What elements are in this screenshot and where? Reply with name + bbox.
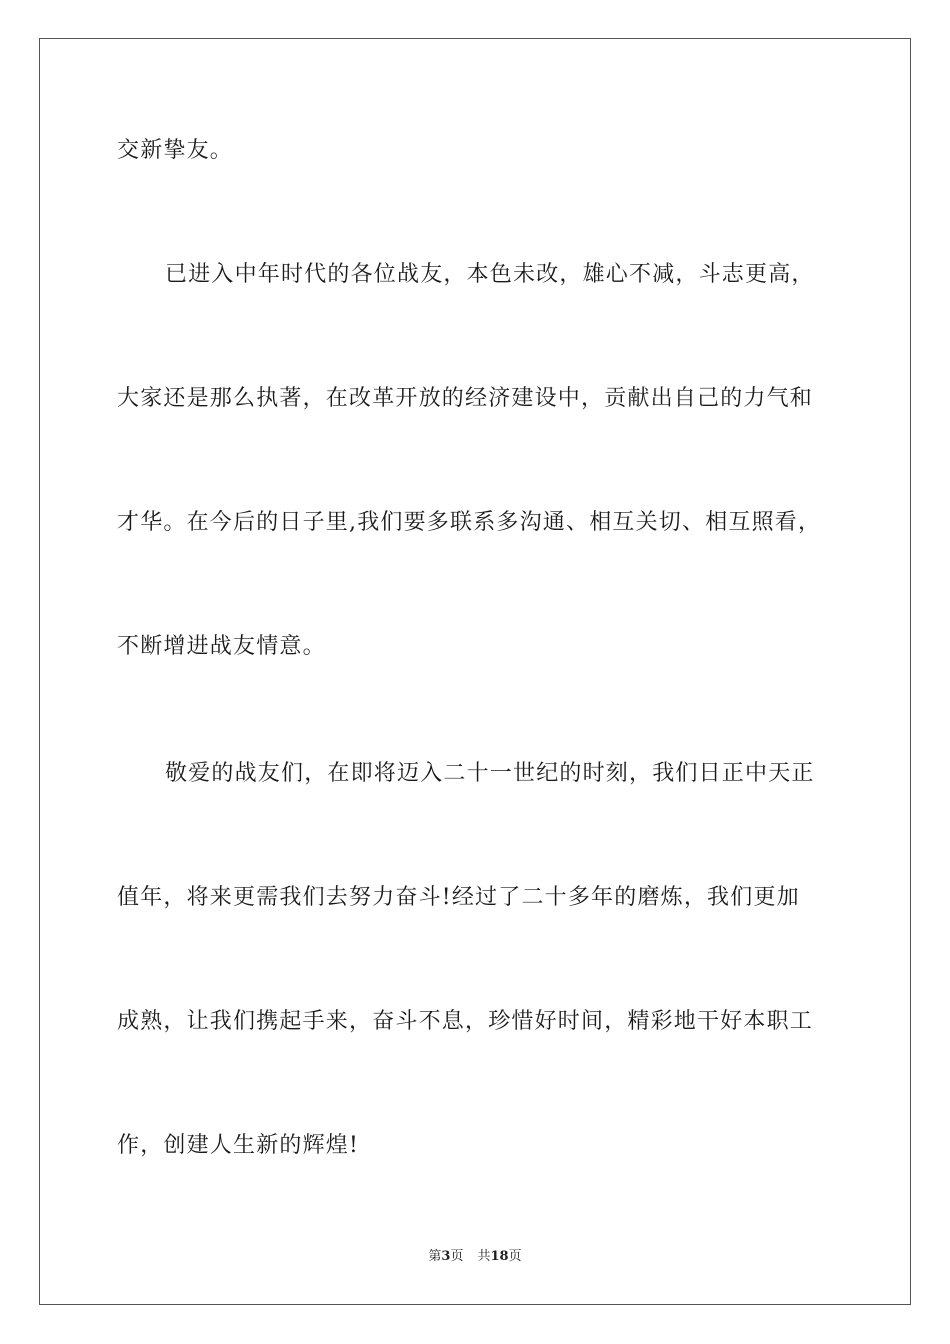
text-line: 交新挚友。: [117, 138, 234, 163]
total-suffix: 页: [508, 1249, 522, 1264]
total-pages-number: 18: [490, 1249, 509, 1264]
page-border: [39, 38, 911, 1305]
paragraph-start-line: 敬爱的战友们，在即将迈入二十一世纪的时刻，我们日正中天正: [165, 761, 815, 786]
text-line: 不断增进战友情意。: [117, 634, 326, 659]
page-prefix: 第: [428, 1249, 442, 1264]
paragraph-start-line: 已进入中年时代的各位战友，本色未改，雄心不减，斗志更高，: [165, 262, 815, 287]
text-line: 值年，将来更需我们去努力奋斗!经过了二十多年的磨炼，我们更加: [117, 885, 800, 910]
text-line: 大家还是那么执著，在改革开放的经济建设中，贡献出自己的力气和: [117, 386, 814, 411]
current-page-number: 3: [441, 1249, 451, 1264]
text-line: 成熟，让我们携起手来，奋斗不息，珍惜好时间，精彩地干好本职工: [117, 1009, 814, 1034]
text-line: 作，创建人生新的辉煌!: [117, 1133, 360, 1158]
text-line: 才华。在今后的日子里,我们要多联系多沟通、相互关切、相互照看，: [117, 510, 822, 535]
page-suffix: 页: [450, 1249, 464, 1264]
total-prefix: 共: [477, 1249, 491, 1264]
page-footer: [0, 1248, 950, 1266]
